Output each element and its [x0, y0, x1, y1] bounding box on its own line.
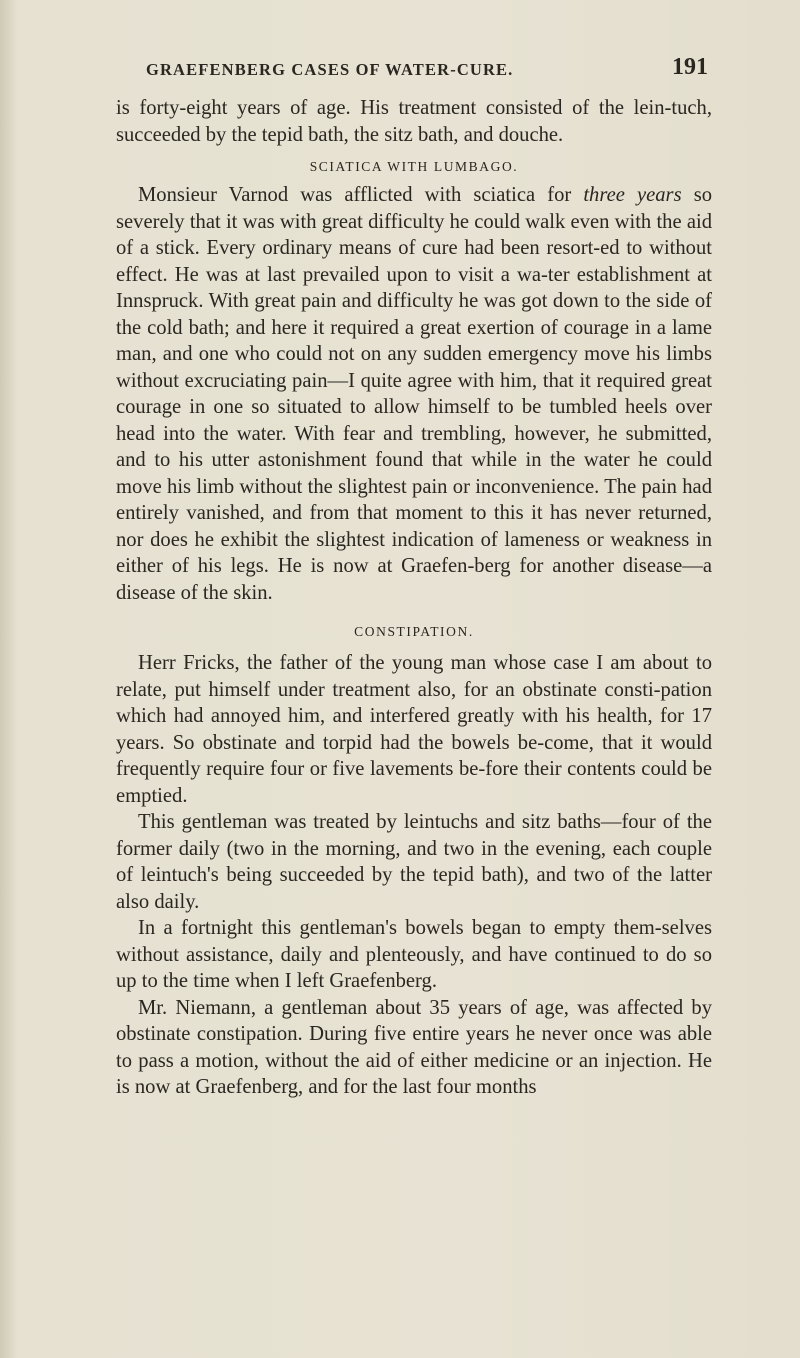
section-heading-sciatica: SCIATICA WITH LUMBAGO. [309, 159, 519, 174]
page-header [146, 52, 708, 84]
paragraph-fricks-treatment: This gentleman was treated by leintuchs and sitz baths—four of the former daily (two in the morning, and two in the evening, each couple of leintuch's being succeeded by the tepid bath), and two of the latter also daily. [116, 811, 712, 913]
emphasis-text: three years [583, 184, 682, 206]
paragraph-text: Monsieur Varnod was afflicted with sciatica for [138, 184, 584, 206]
section-heading-constipation: CONSTIPATION. [354, 624, 474, 639]
paragraph-fricks-result: In a fortnight this gentleman's bowels began to empty them-selves without assistance, daily and plenteously, and have continued to do so up to the time when I left Graefenberg. [116, 917, 712, 992]
paragraph-continued: is forty-eight years of age. His treatment consisted of the lein-tuch, succeeded by the tepid bath, the sitz bath, and douche. [116, 97, 712, 146]
paragraph-varnod-case [116, 182, 712, 606]
page-body [116, 95, 712, 1101]
running-head: GRAEFENBERG CASES OF WATER-CURE. [146, 60, 514, 79]
paragraph-fricks-case: Herr Fricks, the father of the young man whose case I am about to relate, put himself under treatment also, for an obstinate consti-pation which had annoyed him, and interfered greatly with his health, for 17 years. So obstinate and torpid had the bowels be-come, that it would frequently require four or five lavements be-fore their contents could be emptied. [116, 652, 712, 807]
page-number: 191 [672, 54, 708, 80]
paragraph-niemann-case: Mr. Niemann, a gentleman about 35 years of age, was affected by obstinate constipation. During five entire years he never once was able to pass a motion, without the aid of either medicine or an injection. He is now at Graefenberg, and for the last four months [116, 996, 712, 1098]
paragraph-text: so severely that it was with great difficulty he could walk even with the aid of a stick. Every ordinary means of cure had been resort-ed to without effect. He was at last prevailed upon to visit a wa-ter establishment at Innspruck. With great pain and difficulty he was got down to the side of the cold bath; and here it required a great exertion of courage in a lame man, and one who could not on any sudden emergency move his limbs without excruciating pain—I quite agree with him, that it required great courage in one so situated to allow himself to be tumbled heels over head into the water. With fear and trembling, however, he submitted, and to his utter astonishment found that while in the water he could move his limb without the slightest pain or inconvenience. The pain had entirely vanished, and from that moment to this it has never returned, nor does he exhibit the slightest indication of lameness or weakness in either of his legs. He is now at Graefen-berg for another disease—a disease of the skin. [116, 184, 712, 604]
